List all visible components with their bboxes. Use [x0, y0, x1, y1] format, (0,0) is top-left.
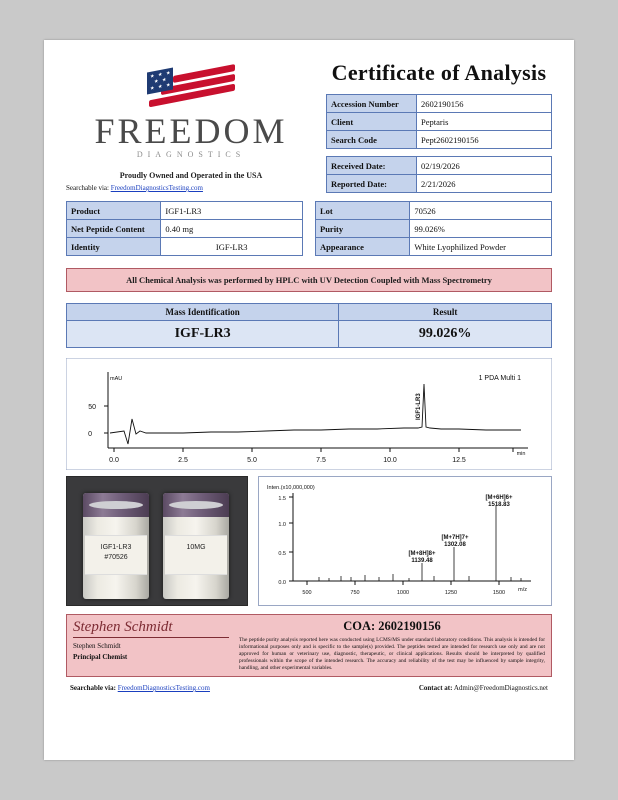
- ms-xtick-0: 500: [302, 590, 312, 596]
- vial-cap-icon: [83, 493, 149, 517]
- purity-label: Purity: [316, 220, 410, 238]
- table-row: [67, 321, 552, 348]
- ms-peak-6h-value: 1518.83: [488, 502, 510, 508]
- ms-peak-8h-label: [M+8H]8+: [408, 551, 436, 557]
- coa-number: COA: 2602190156: [343, 619, 441, 633]
- footer-contact: [419, 684, 548, 692]
- vial-photo: [66, 476, 248, 606]
- brand-name: FREEDOM: [94, 111, 288, 151]
- result-value: 99.026%: [339, 321, 552, 348]
- ms-ytick-0: 0.0: [278, 580, 286, 586]
- ms-peak-7h-value: 1302.08: [444, 542, 466, 548]
- lot-label: Lot: [316, 202, 410, 220]
- chrom-ytick-0: 0: [88, 431, 92, 438]
- ms-ytick-3: 1.5: [278, 496, 286, 502]
- hplc-chromatogram: [66, 358, 552, 468]
- table-row: [327, 131, 552, 149]
- footer-searchable-link[interactable]: FreedomDiagnosticsTesting.com: [117, 684, 210, 692]
- ms-ytick-1: 0.5: [278, 551, 286, 557]
- table-row: [316, 220, 552, 238]
- result-header: Result: [339, 304, 552, 321]
- certificate-page: [44, 40, 574, 760]
- flag-logo-icon: ★ ★ ★ ★ ★ ★ ★ ★: [145, 68, 237, 108]
- header-searchable-prefix: Searchable via:: [66, 184, 109, 192]
- appearance-value: White Lyophilized Powder: [410, 238, 552, 256]
- client-value: Peptaris: [417, 113, 552, 131]
- chrom-title: 1 PDA Multi 1: [478, 375, 521, 382]
- ms-xtick-2: 1000: [396, 590, 410, 596]
- vial-left-label: [85, 535, 147, 575]
- signature-block: [66, 614, 552, 677]
- mass-identification-value: IGF-LR3: [67, 321, 339, 348]
- brand-block: [66, 54, 316, 192]
- ms-xlabel: m/z: [518, 587, 527, 593]
- table-row: [316, 238, 552, 256]
- vial-right: [163, 493, 229, 599]
- received-date-label: Received Date:: [327, 157, 417, 175]
- chrom-ylabel: mAU: [110, 376, 123, 382]
- ms-peak-8h-value: 1139.48: [411, 558, 433, 564]
- signature-printed-name: Stephen Schmidt: [73, 642, 121, 650]
- search-code-label: Search Code: [327, 131, 417, 149]
- brand-subtitle: DIAGNOSTICS: [136, 150, 246, 159]
- header-searchable-link[interactable]: FreedomDiagnosticsTesting.com: [110, 184, 203, 192]
- table-row: [327, 175, 552, 193]
- ms-xtick-3: 1250: [444, 590, 458, 596]
- signature-role: Principal Chemist: [73, 653, 128, 661]
- table-row: [327, 95, 552, 113]
- mass-spectrum-chart: [258, 476, 552, 606]
- footer-searchable-prefix: Searchable via:: [70, 684, 116, 692]
- signature-right: [235, 615, 551, 676]
- reported-date-value: 2/21/2026: [417, 175, 552, 193]
- table-row: [67, 238, 303, 256]
- table-row: [327, 157, 552, 175]
- mass-identification-header: Mass Identification: [67, 304, 339, 321]
- chrom-xtick-1: 2.5: [178, 457, 188, 464]
- chrom-ytick-1: 50: [88, 404, 96, 411]
- chrom-xlabel: min: [516, 451, 526, 457]
- vial-cap-icon: [163, 493, 229, 517]
- ms-peak-6h-label: [M+6H]6+: [485, 495, 513, 501]
- ms-peak-7h-label: [M+7H]7+: [441, 535, 469, 541]
- analysis-method-banner: All Chemical Analysis was performed by HPLC with UV Detection Coupled with Mass Spectrometry: [66, 268, 552, 292]
- chrom-xtick-0: 0.0: [109, 457, 119, 464]
- identity-label: Identity: [67, 238, 161, 256]
- footer-contact-value: Admin@FreedomDiagnostics.net: [453, 684, 548, 692]
- vial-right-line1: 10MG: [186, 544, 206, 551]
- identity-value: IGF-LR3: [161, 238, 303, 256]
- chrom-peak-label: IGF1-LR3: [416, 393, 422, 420]
- chrom-xtick-3: 7.5: [316, 457, 326, 464]
- document-header: [66, 54, 552, 193]
- received-date-value: 02/19/2026: [417, 157, 552, 175]
- disclaimer-text: The peptide purity analysis reported here was conducted using LCMS/MS under standard laboratory conditions. This analysis is intended for informational purposes only and is specific to the sample(s) provided. The peptides tested are intended for research use only and are not approved for human or veterinary use, diagnostic, therapeutic, or clinical applications. Results should be interpreted by qualified professionals within the scope of the intended research. The accuracy and reliability of the test may be influenced by sample integrity, handling, and other experimental variables.: [239, 637, 545, 671]
- ms-xtick-1: 750: [350, 590, 360, 596]
- product-col: [66, 201, 303, 256]
- product-value: IGF1-LR3: [161, 202, 303, 220]
- purity-value: 99.026%: [410, 220, 552, 238]
- signature-left: [67, 615, 235, 676]
- ms-ytick-2: 1.0: [278, 522, 286, 528]
- footer-searchable: [70, 684, 210, 692]
- reported-date-label: Reported Date:: [327, 175, 417, 193]
- product-quality-row: [66, 201, 552, 256]
- product-table: [66, 201, 303, 256]
- signature-image: Stephen Schmidt: [73, 619, 229, 638]
- dates-table: [326, 156, 552, 193]
- table-row: [67, 202, 303, 220]
- bottom-row: [66, 476, 552, 606]
- table-row: [316, 202, 552, 220]
- page-title: Certificate of Analysis: [331, 60, 547, 85]
- client-label: Client: [327, 113, 417, 131]
- net-peptide-content-label: Net Peptide Content: [67, 220, 161, 238]
- document-footer: [66, 684, 552, 692]
- accession-number-label: Accession Number: [327, 95, 417, 113]
- mass-identification-table: [66, 303, 552, 348]
- accession-number-value: 2602190156: [417, 95, 552, 113]
- brand-tagline: Proudly Owned and Operated in the USA: [119, 171, 263, 180]
- header-right: [316, 54, 552, 193]
- chrom-xtick-5: 12.5: [452, 457, 466, 464]
- ms-title: Inten.(x10,000,000): [267, 485, 315, 491]
- search-code-value: Pept2602190156: [417, 131, 552, 149]
- table-row: [327, 113, 552, 131]
- net-peptide-content-value: 0.40 mg: [161, 220, 303, 238]
- table-row: [67, 220, 303, 238]
- product-label: Product: [67, 202, 161, 220]
- chrom-xtick-2: 5.0: [247, 457, 257, 464]
- ms-xtick-4: 1500: [492, 590, 506, 596]
- vial-left-line1: IGF1-LR3: [100, 544, 132, 551]
- lot-value: 70526: [410, 202, 552, 220]
- vial-left-line2: #70526: [104, 554, 128, 561]
- appearance-label: Appearance: [316, 238, 410, 256]
- table-header-row: [67, 304, 552, 321]
- chrom-xtick-4: 10.0: [383, 457, 397, 464]
- header-searchable-line: [66, 184, 316, 192]
- vial-left: [83, 493, 149, 599]
- quality-table: [315, 201, 552, 256]
- accession-table: [326, 94, 552, 149]
- footer-contact-prefix: Contact at:: [418, 684, 453, 692]
- quality-col: [315, 201, 552, 256]
- vial-right-label: [165, 535, 227, 575]
